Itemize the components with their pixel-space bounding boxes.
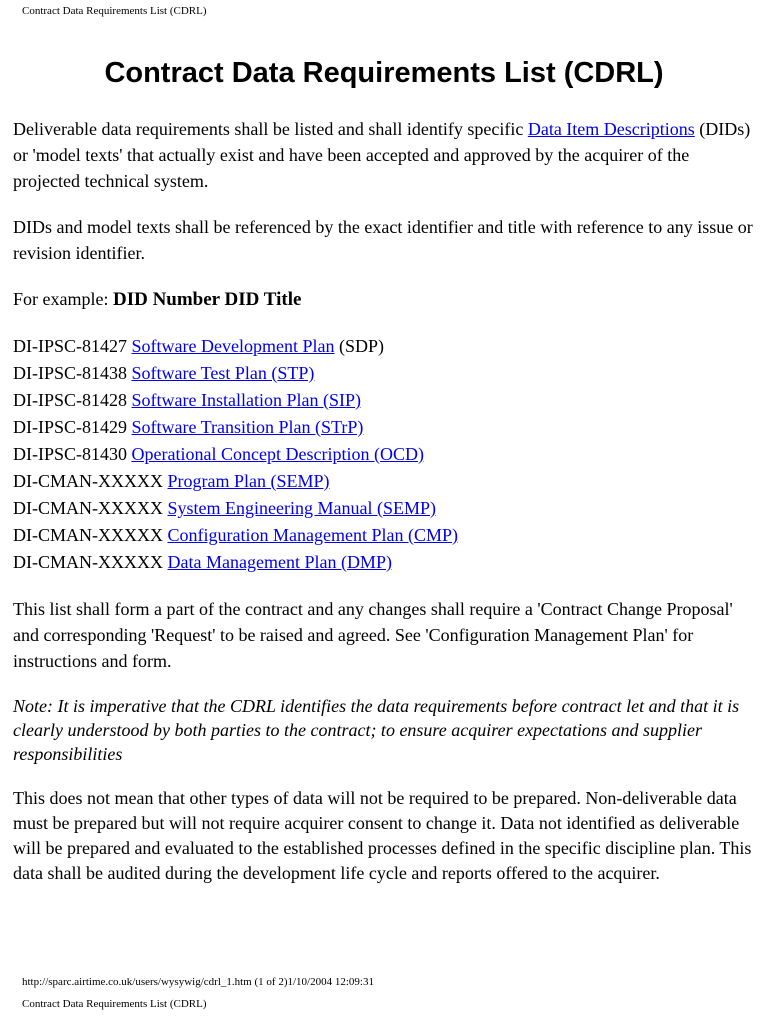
- did-list-item: [13, 387, 758, 414]
- did-number: DI-IPSC-81428: [13, 390, 128, 410]
- did-title-link[interactable]: Software Development Plan: [131, 336, 335, 356]
- did-list-item: [13, 333, 758, 360]
- did-title-link[interactable]: System Engineering Manual (SEMP): [167, 498, 436, 518]
- did-number: DI-IPSC-81427: [13, 336, 128, 356]
- did-number: DI-CMAN-XXXXX: [13, 498, 163, 518]
- did-title-link[interactable]: Program Plan (SEMP): [167, 471, 330, 491]
- intro-paragraph: [13, 116, 758, 194]
- did-list-item: [13, 495, 758, 522]
- did-number: DI-IPSC-81438: [13, 363, 128, 383]
- did-list-item: [13, 522, 758, 549]
- example-line: [13, 286, 758, 313]
- footer-running-title: Contract Data Requirements List (CDRL): [22, 998, 207, 1010]
- did-number: DI-CMAN-XXXXX: [13, 552, 163, 572]
- did-title-link[interactable]: Data Management Plan (DMP): [167, 552, 392, 572]
- reference-paragraph: DIDs and model texts shall be referenced by the exact identifier and title with reference to any issue or revision identifier.: [13, 217, 753, 263]
- did-suffix: (SDP): [334, 336, 384, 356]
- did-title-link[interactable]: Software Installation Plan (SIP): [131, 390, 361, 410]
- page-header-title: Contract Data Requirements List (CDRL): [22, 5, 207, 17]
- contract-change-paragraph: This list shall form a part of the contract and any changes shall require a 'Contract Change Proposal' and corresponding 'Request' to be raised and agreed. See 'Configuration Management Plan' for instructions and form.: [13, 599, 733, 671]
- page-title: Contract Data Requirements List (CDRL): [104, 57, 664, 89]
- did-number: DI-CMAN-XXXXX: [13, 471, 163, 491]
- did-title-link[interactable]: Software Test Plan (STP): [131, 363, 315, 383]
- intro-text-after: (DIDs) or 'model texts' that actually exist and have been accepted and approved by the acquirer of the projected technical system.: [13, 119, 751, 191]
- did-list: [13, 333, 758, 576]
- did-list-item: [13, 468, 758, 495]
- did-list-item: [13, 360, 758, 387]
- example-prefix: For example:: [13, 289, 113, 309]
- did-number: DI-IPSC-81429: [13, 417, 128, 437]
- did-list-item: [13, 414, 758, 441]
- example-heading: DID Number DID Title: [112, 289, 302, 310]
- document-body: [13, 116, 758, 906]
- did-title-link[interactable]: Software Transition Plan (STrP): [131, 417, 364, 437]
- data-item-descriptions-link[interactable]: Data Item Descriptions: [527, 119, 695, 139]
- did-title-link[interactable]: Configuration Management Plan (CMP): [167, 525, 458, 545]
- did-title-link[interactable]: Operational Concept Description (OCD): [131, 444, 424, 464]
- did-list-item: [13, 549, 758, 576]
- note-paragraph: Note: It is imperative that the CDRL identifies the data requirements before contract let and that it is clearly understood by both parties to the contract; to ensure acquirer expectations and supplier responsibilities: [13, 696, 740, 764]
- did-number: DI-IPSC-81430: [13, 444, 128, 464]
- did-number: DI-CMAN-XXXXX: [13, 525, 163, 545]
- intro-text-before: Deliverable data requirements shall be listed and shall identify specific: [13, 119, 528, 139]
- did-list-item: [13, 441, 758, 468]
- footer-url: http://sparc.airtime.co.uk/users/wysywig/cdrl_1.htm (1 of 2)1/10/2004 12:09:31: [22, 976, 374, 988]
- non-deliverable-paragraph: This does not mean that other types of data will not be required to be prepared. Non-deliverable data must be prepared but will not require acquirer consent to change it. Data not identified as deliverable will be prepared and evaluated to the established processes defined in the specific discipline plan. This data shall be audited during the development life cycle and reports offered to the acquirer.: [13, 788, 752, 883]
